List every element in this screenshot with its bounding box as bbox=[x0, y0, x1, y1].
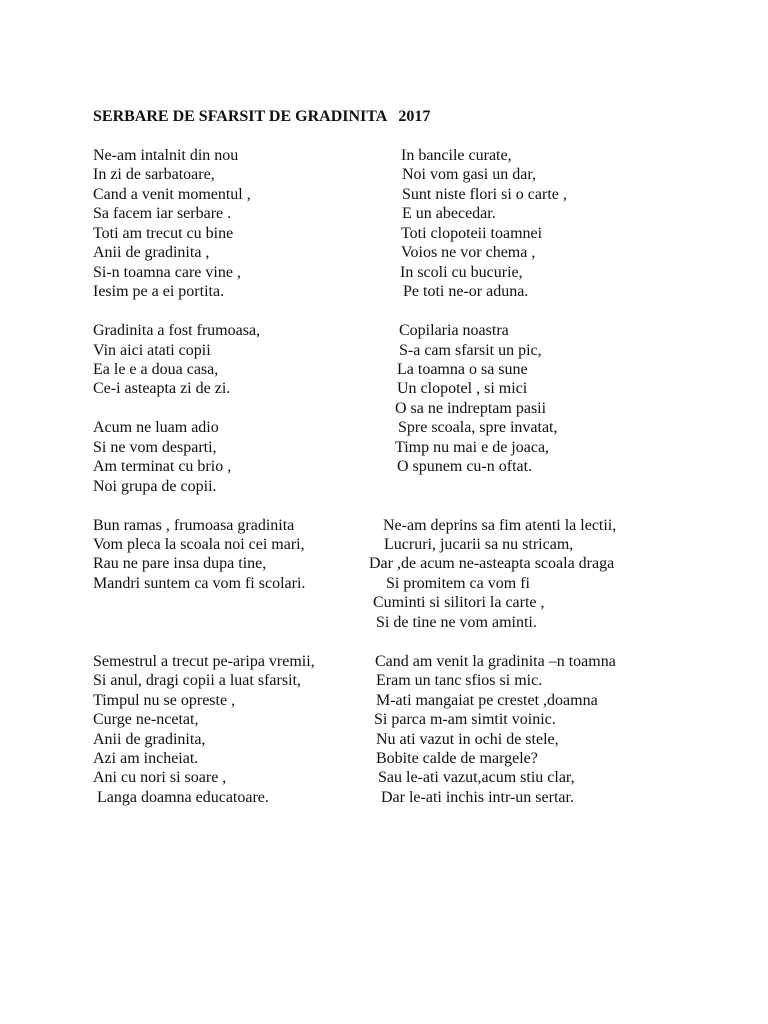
right-poem-line: Si de tine ne vom aminti. bbox=[376, 613, 537, 631]
right-poem-line: Dar ,de acum ne-asteapta scoala draga bbox=[369, 555, 615, 573]
right-poem-line: Spre scoala, spre invatat, bbox=[398, 419, 558, 437]
left-poem-line: Anii de gradinita , bbox=[93, 244, 210, 262]
left-poem-line: Ne-am intalnit din nou bbox=[93, 147, 239, 164]
left-poem-line: Si anul, dragi copii a luat sfarsit, bbox=[93, 672, 301, 690]
right-poem-line: S-a cam sfarsit un pic, bbox=[399, 341, 542, 359]
right-poem-line: Si parca m-am simtit voinic. bbox=[374, 711, 556, 729]
left-poem-line: Timpul nu se opreste , bbox=[93, 691, 236, 709]
left-poem-line: Vom pleca la scoala noi cei mari, bbox=[93, 536, 305, 553]
left-poem-line: Sa facem iar serbare . bbox=[93, 205, 232, 223]
left-poem-line: Iesim pe a ei portita. bbox=[93, 283, 225, 301]
right-poem-line: Toti clopoteii toamnei bbox=[401, 224, 543, 242]
left-poem-line: Si ne vom desparti, bbox=[93, 438, 217, 456]
right-poem-line: La toamna o sa sune bbox=[397, 360, 528, 378]
left-poem-line: Noi grupa de copii. bbox=[93, 477, 217, 495]
left-poem-line: Semestrul a trecut pe-aripa vremii, bbox=[93, 652, 315, 670]
right-poem-line: Si promitem ca vom fi bbox=[386, 574, 530, 592]
right-poem-line: M-ati mangaiat pe crestet ,doamna bbox=[376, 691, 598, 709]
right-poem-line: Bobite calde de margele? bbox=[376, 749, 538, 767]
right-poem-line: Sunt niste flori si o carte , bbox=[402, 185, 567, 203]
right-poem-line: Nu ati vazut in ochi de stele, bbox=[376, 730, 559, 748]
right-poem-line: Un clopotel , si mici bbox=[397, 380, 528, 398]
left-poem-line: In zi de sarbatoare, bbox=[93, 166, 215, 184]
left-poem-line: Cand a venit momentul , bbox=[93, 185, 251, 203]
right-poem-line: E un abecedar. bbox=[402, 205, 496, 223]
left-poem-line: Langa doamna educatoare. bbox=[93, 788, 269, 806]
right-poem-line: Ne-am deprins sa fim atenti la lectii, bbox=[383, 516, 617, 534]
left-poem-line: Anii de gradinita, bbox=[93, 730, 206, 748]
left-poem-line: Ce-i asteapta zi de zi. bbox=[93, 380, 231, 398]
right-poem-line: Dar le-ati inchis intr-un sertar. bbox=[381, 788, 574, 806]
right-poem-line: In scoli cu bucurie, bbox=[400, 263, 523, 281]
right-poem-line: Cuminti si silitori la carte , bbox=[373, 594, 545, 612]
left-poem-line: Rau ne pare insa dupa tine, bbox=[93, 555, 267, 573]
left-poem-line: Vin aici atati copii bbox=[93, 341, 211, 359]
right-poem-line: O spunem cu-n oftat. bbox=[397, 458, 533, 476]
left-poem-line: Curge ne-ncetat, bbox=[93, 711, 199, 729]
right-poem-line: Cand am venit la gradinita –n toamna bbox=[375, 652, 616, 670]
left-poem-line: Ea le e a doua casa, bbox=[93, 360, 219, 378]
left-poem-line: Bun ramas , frumoasa gradinita bbox=[93, 516, 295, 534]
left-poem-line: Azi am incheiat. bbox=[93, 749, 199, 767]
right-poem-line: Sau le-ati vazut,acum stiu clar, bbox=[378, 769, 575, 787]
left-poem-line: Toti am trecut cu bine bbox=[93, 224, 234, 242]
right-poem-line: Voios ne vor chema , bbox=[401, 244, 536, 262]
page-title: SERBARE DE SFARSIT DE GRADINITA 2017 bbox=[93, 108, 431, 125]
right-poem-line: In bancile curate, bbox=[401, 147, 512, 164]
left-poem-line: Acum ne luam adio bbox=[93, 419, 219, 437]
right-poem-line: Eram un tanc sfios si mic. bbox=[376, 672, 543, 690]
right-poem-line: O sa ne indreptam pasii bbox=[395, 399, 547, 417]
left-poem-line: Mandri suntem ca vom fi scolari. bbox=[93, 574, 306, 592]
right-poem-line: Lucruri, jucarii sa nu stricam, bbox=[384, 536, 574, 553]
left-poem-line: Si-n toamna care vine , bbox=[93, 263, 241, 281]
right-poem-line: Copilaria noastra bbox=[399, 322, 509, 340]
left-poem-line: Gradinita a fost frumoasa, bbox=[93, 322, 261, 340]
right-poem-line: Timp nu mai e de joaca, bbox=[395, 438, 550, 456]
right-poem-line: Noi vom gasi un dar, bbox=[402, 166, 537, 184]
left-poem-line: Ani cu nori si soare , bbox=[93, 769, 227, 787]
left-poem-line: Am terminat cu brio , bbox=[93, 458, 232, 476]
right-poem-line: Pe toti ne-or aduna. bbox=[403, 283, 529, 301]
